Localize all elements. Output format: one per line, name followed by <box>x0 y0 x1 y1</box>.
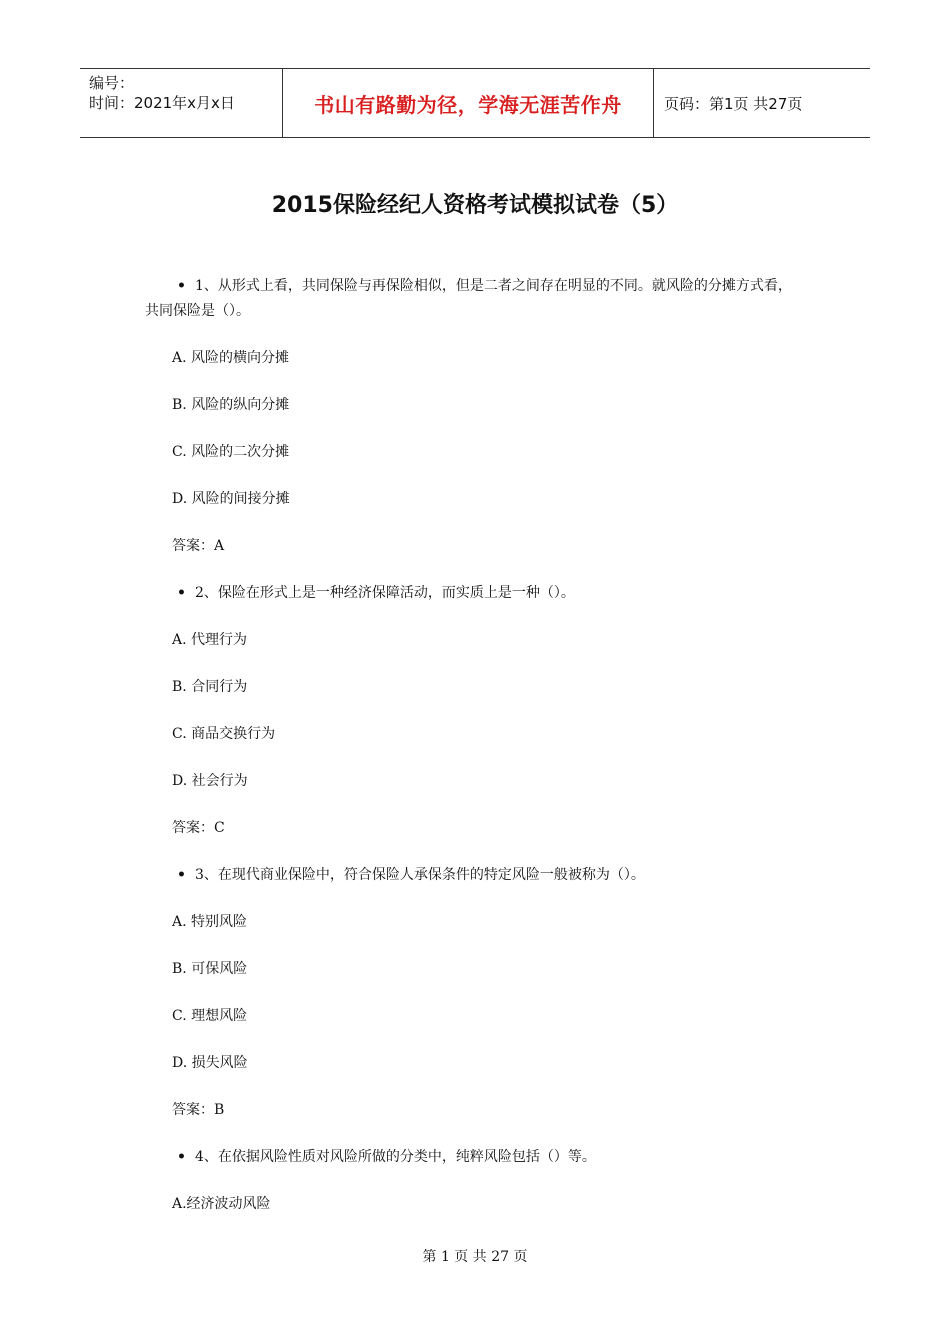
answer-option: B. 风险的纵向分摊 <box>172 397 290 413</box>
answer-option: C. 理想风险 <box>172 1008 248 1024</box>
answer-key: 答案：C <box>172 820 225 836</box>
document-header <box>80 68 870 138</box>
answer-option: B. 可保风险 <box>172 961 248 977</box>
answer-option: A. 风险的横向分摊 <box>172 350 290 366</box>
answer-option: A.经济波动风险 <box>172 1196 271 1212</box>
number-label: 编号： <box>89 74 135 92</box>
answer-option: D. 社会行为 <box>172 773 248 789</box>
header-meta <box>80 69 282 137</box>
document-title: 2015保险经纪人资格考试模拟试卷（5） <box>271 193 679 218</box>
answer-option: C. 风险的二次分摊 <box>172 444 290 460</box>
bullet-icon: • <box>177 585 186 601</box>
bullet-icon: • <box>177 1149 186 1165</box>
answer-option: D. 损失风险 <box>172 1055 248 1071</box>
answer-key: 答案：B <box>172 1102 225 1118</box>
header-motto: 书山有路勤为径，学海无涯苦作舟 <box>282 69 654 137</box>
page-footer: 第 1 页 共 27 页 <box>422 1249 528 1265</box>
answer-key: 答案：A <box>172 538 225 554</box>
question-text <box>0 1145 596 1169</box>
question-line: 4、在依据风险性质对风险所做的分类中，纯粹风险包括（）等。 <box>195 1149 596 1165</box>
answer-option: D. 风险的间接分摊 <box>172 491 290 507</box>
answer-option: B. 合同行为 <box>172 679 248 695</box>
bullet-icon: • <box>177 278 186 294</box>
question-line-continued: 共同保险是（）。 <box>145 303 250 319</box>
answer-option: A. 代理行为 <box>172 632 248 648</box>
answer-option: A. 特别风险 <box>172 914 248 930</box>
question-line: 3、在现代商业保险中，符合保险人承保条件的特定风险一般被称为（）。 <box>195 867 645 883</box>
time-label: 时间：2021年x月x日 <box>89 94 235 112</box>
question-text <box>0 581 575 605</box>
question-text <box>0 863 645 887</box>
question-text <box>0 274 792 298</box>
question-line: 1、从形式上看，共同保险与再保险相似，但是二者之间存在明显的不同。就风险的分摊方式看， <box>195 278 792 294</box>
answer-option: C. 商品交换行为 <box>172 726 276 742</box>
bullet-icon: • <box>177 867 186 883</box>
question-line: 2、保险在形式上是一种经济保障活动，而实质上是一种（）。 <box>195 585 575 601</box>
header-page-info: 页码：第1页 共27页 <box>664 94 803 113</box>
